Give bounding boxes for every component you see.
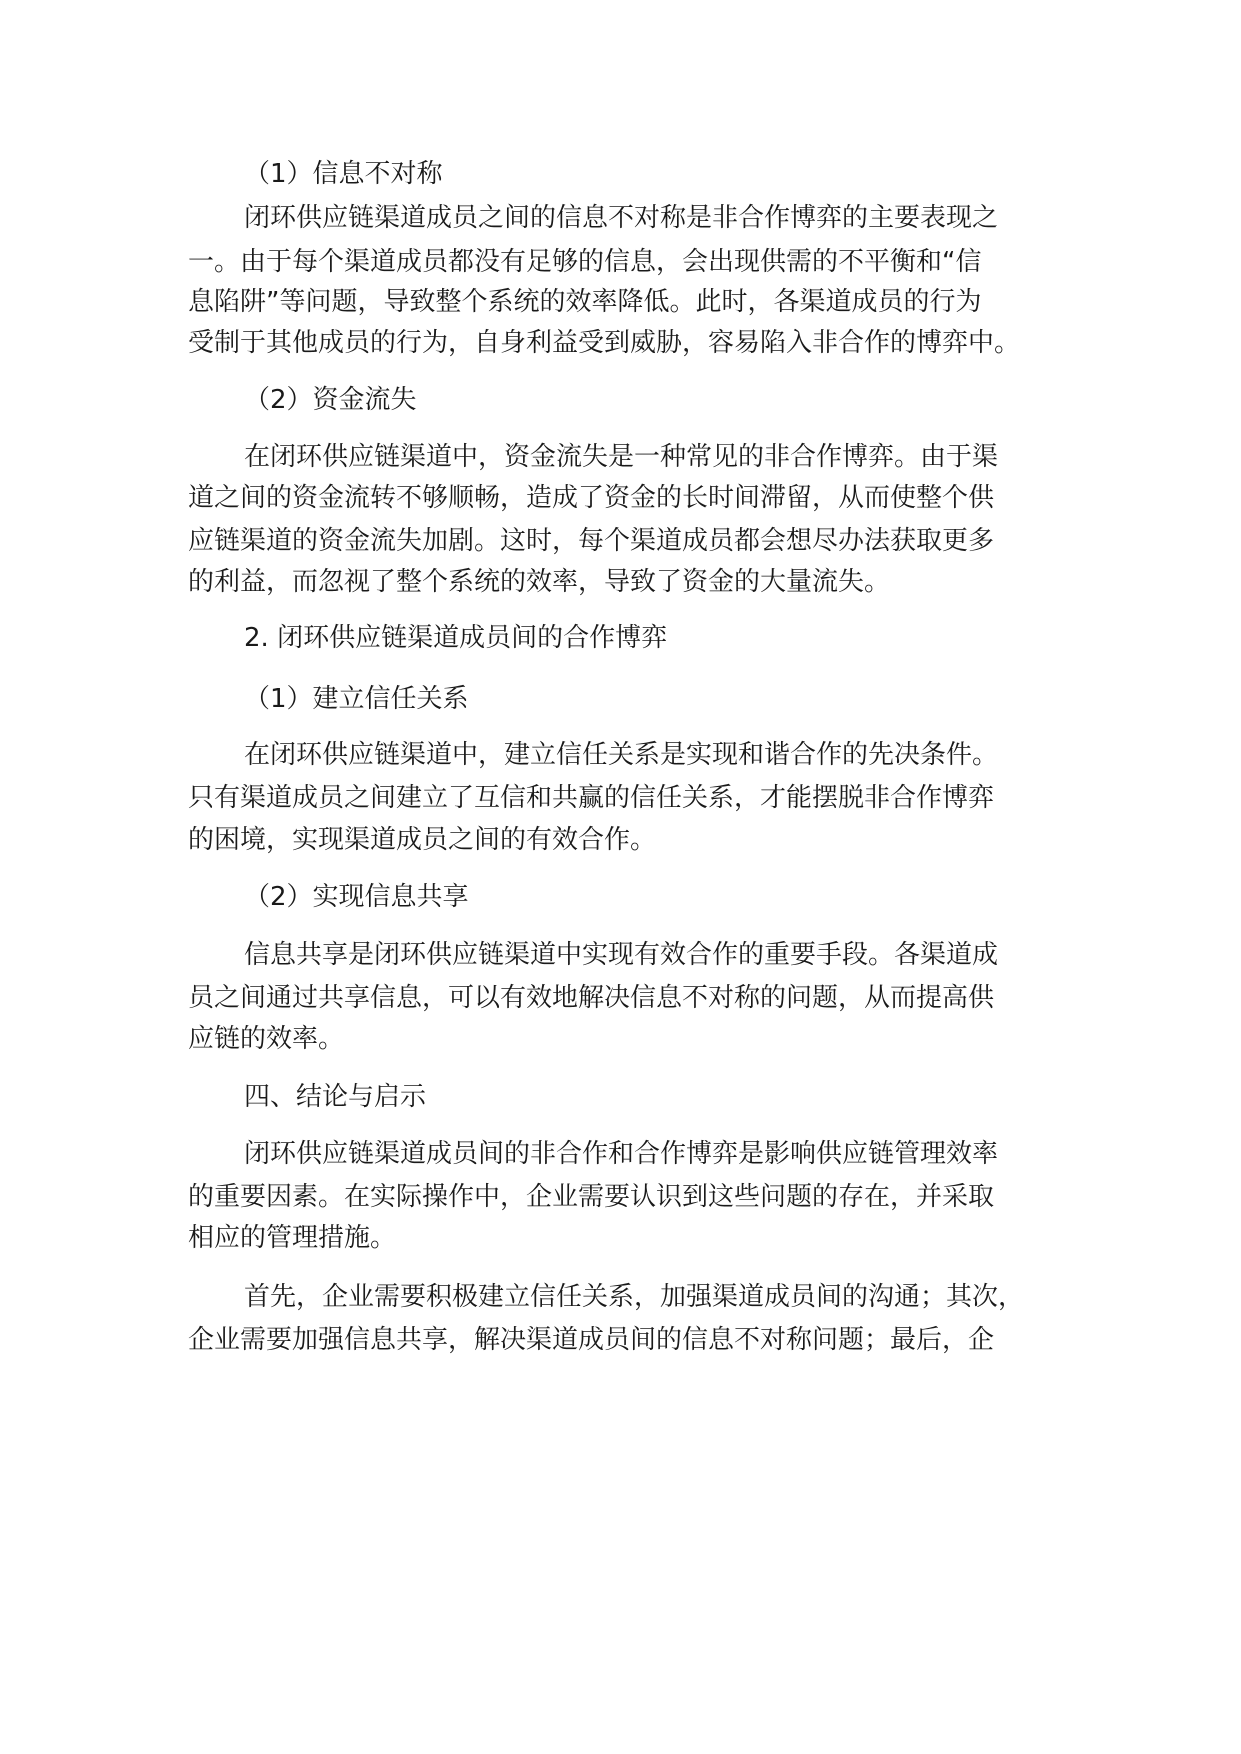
section-heading-cooperative-game: 2. 闭环供应链渠道成员间的合作博弈: [244, 623, 668, 653]
paragraph-line: 的困境，实现渠道成员之间的有效合作。: [188, 825, 657, 855]
paragraph-line: 道之间的资金流转不够顺畅，造成了资金的长时间滞留，从而使整个供: [188, 483, 995, 513]
paragraph-line: 在闭环供应链渠道中，资金流失是一种常见的非合作博弈。由于渠: [244, 442, 999, 472]
paragraph-line: 闭环供应链渠道成员之间的信息不对称是非合作博弈的主要表现之: [244, 203, 999, 233]
paragraph-line: 息陷阱”等问题，导致整个系统的效率降低。此时，各渠道成员的行为: [188, 287, 982, 317]
subheading-information-asymmetry: （1）信息不对称: [244, 159, 443, 189]
paragraph-line: 应链渠道的资金流失加剧。这时，每个渠道成员都会想尽办法获取更多: [188, 526, 995, 556]
paragraph-line: 在闭环供应链渠道中，建立信任关系是实现和谐合作的先决条件。: [244, 740, 999, 770]
paragraph-line: 的重要因素。在实际操作中，企业需要认识到这些问题的存在，并采取: [188, 1182, 995, 1212]
paragraph-line: 的利益，而忽视了整个系统的效率，导致了资金的大量流失。: [188, 567, 891, 597]
paragraph-line: 应链的效率。: [188, 1024, 345, 1054]
subheading-trust: （1）建立信任关系: [244, 684, 469, 714]
paragraph-line: 信息共享是闭环供应链渠道中实现有效合作的重要手段。各渠道成: [244, 940, 999, 970]
paragraph-line: 闭环供应链渠道成员间的非合作和合作博弈是影响供应链管理效率: [244, 1139, 999, 1169]
section-heading-conclusion: 四、结论与启示: [244, 1082, 427, 1112]
paragraph-line: 企业需要加强信息共享，解决渠道成员间的信息不对称问题；最后，企: [188, 1325, 995, 1355]
paragraph-line: 员之间通过共享信息，可以有效地解决信息不对称的问题，从而提高供: [188, 983, 995, 1013]
paragraph-line: 只有渠道成员之间建立了互信和共赢的信任关系，才能摆脱非合作博弈: [188, 783, 995, 813]
subheading-capital-loss: （2）资金流失: [244, 385, 417, 415]
paragraph-line: 首先，企业需要积极建立信任关系，加强渠道成员间的沟通；其次，: [244, 1282, 1025, 1312]
paragraph-line: 相应的管理措施。: [188, 1223, 397, 1253]
paragraph-line: 一。由于每个渠道成员都没有足够的信息，会出现供需的不平衡和“信: [188, 247, 982, 277]
paragraph-line: 受制于其他成员的行为，自身利益受到威胁，容易陷入非合作的博弈中。: [188, 328, 1021, 358]
subheading-information-sharing: （2）实现信息共享: [244, 882, 469, 912]
